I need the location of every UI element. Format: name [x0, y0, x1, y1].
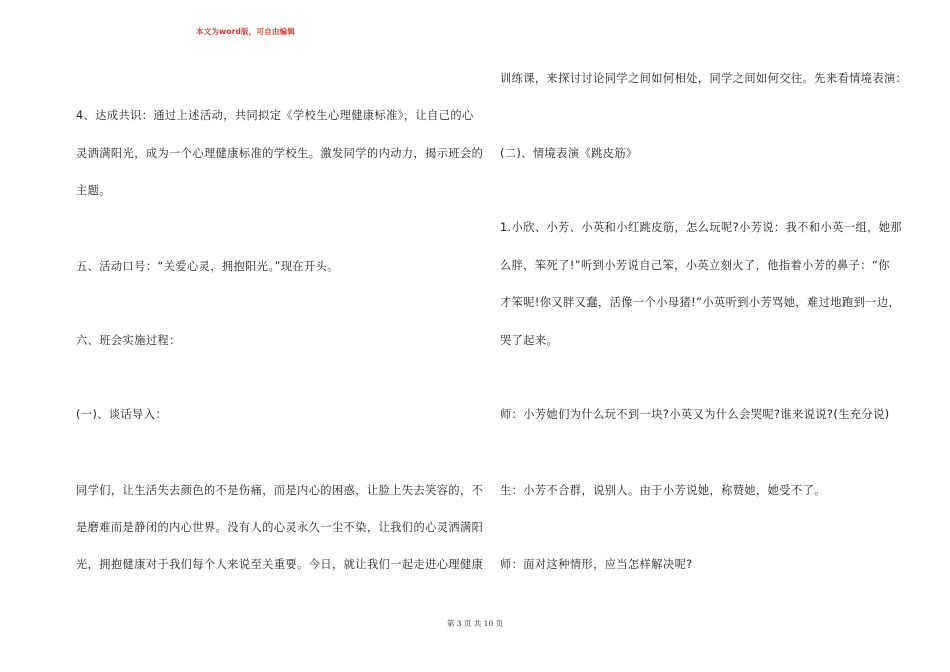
dialogue-line: 师：面对这种情形，应当怎样解决呢? [500, 558, 693, 571]
paragraph-line: 主题。 [76, 184, 111, 197]
paragraph-line: 灵洒满阳光，成为一个心理健康标准的学校生。激发同学的内动力，揭示班会的 [76, 147, 484, 160]
paragraph-line: 是磨难而是静闭的内心世界。没有人的心灵永久一尘不染，让我们的心灵洒满阳 [76, 521, 484, 534]
paragraph-line: 哭了起来。 [500, 334, 559, 347]
dialogue-line: 生：小芳不合群，说别人。由于小芳说她，称赞她，她受不了。 [500, 484, 826, 497]
paragraph-line: 才笨呢!你又胖又蠢，活像一个小母猪!”小英听到小芳骂她，难过地跑到一边， [500, 296, 901, 309]
paragraph-line: 训练课，来探讨讨论同学之间如何相处，同学之间如何交往。先来看情境表演： [500, 72, 908, 85]
dialogue-line: 师：小芳她们为什么玩不到一块?小英又为什么会哭呢?谁来说说?(生充分说) [500, 408, 890, 421]
subsection-heading: (二)、情境表演《跳皮筋》 [500, 147, 638, 160]
subsection-heading: (一)、谈话导入： [76, 408, 168, 421]
watermark-text: 本文为word版，可自由编辑 [196, 27, 295, 36]
section-heading: 五、活动口号：“关爱心灵，拥抱阳光。”现在开头。 [76, 260, 339, 273]
paragraph-line: 同学们，让生活失去颜色的不是伤痛，而是内心的困惑，让脸上失去笑容的，不 [76, 484, 484, 497]
paragraph-line: 1.小欣、小芳、小英和小红跳皮筋，怎么玩呢?小芳说：我不和小英一组，她那 [500, 221, 903, 234]
paragraph-line: 4、达成共识：通过上述活动，共同拟定《学校生心理健康标准》，让自己的心 [76, 109, 474, 122]
page-number: 第 3 页 共 10 页 [446, 619, 504, 628]
paragraph-line: 么胖，笨死了!”听到小芳说自己笨，小英立刻火了，他指着小芳的鼻子：“你 [500, 259, 890, 272]
section-heading: 六、班会实施过程： [76, 334, 181, 347]
paragraph-line: 光，拥抱健康对于我们每个人来说至关重要。今日，就让我们一起走进心理健康 [76, 558, 484, 571]
